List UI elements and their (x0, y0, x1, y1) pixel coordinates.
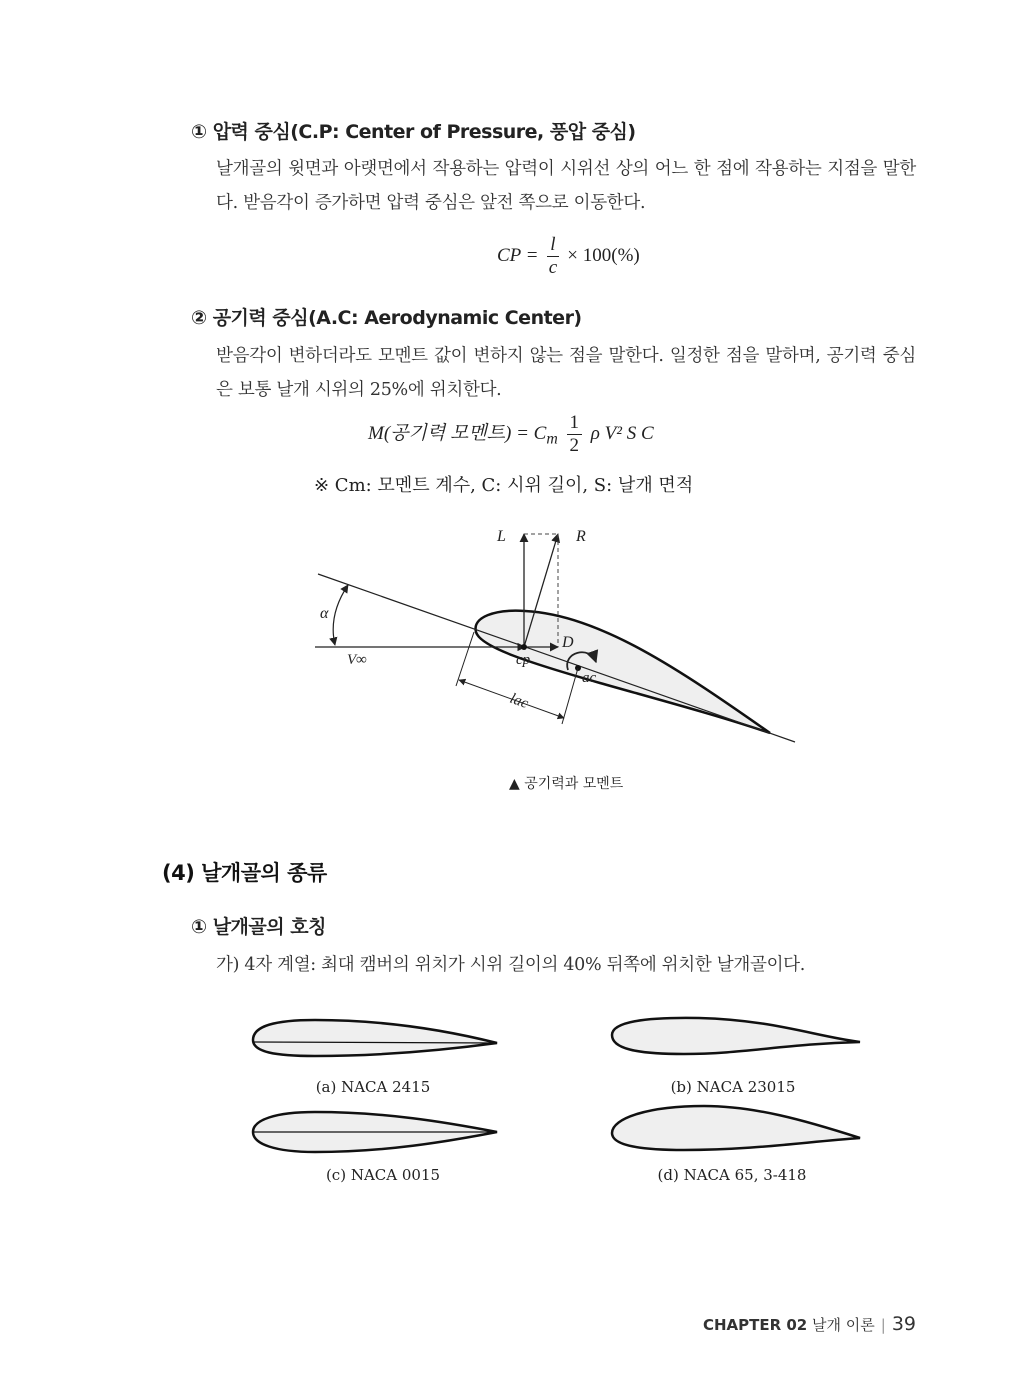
heading-airfoil-naming: ① 날개골의 호칭 (191, 916, 326, 938)
paragraph-center-of-pressure: 날개골의 윗면과 아랫면에서 작용하는 압력이 시위선 상의 어느 한 점에 작용하는 지점을 말한다. 받음각이 증가하면 압력 중심은 앞전 쪽으로 이동한다. (216, 159, 916, 213)
formula-note: ※ Cm: 모멘트 계수, C: 시위 길이, S: 날개 면적 (314, 475, 694, 496)
cp-point (521, 644, 527, 650)
formula-cp-fraction (547, 234, 558, 279)
airfoil-label-c: (c) NACA 0015 (325, 1166, 441, 1184)
label-cp: cp (516, 652, 531, 668)
lac-dim-right (562, 668, 578, 724)
airfoil-naca-23015 (604, 1010, 866, 1062)
footer-chapter: CHAPTER 02 (702, 1316, 808, 1334)
airfoil-naca-2415 (245, 1012, 505, 1064)
formula-moment-fraction (567, 412, 583, 457)
page-number: 39 (891, 1313, 916, 1335)
airfoil-shape (476, 611, 770, 733)
item-4-digit-series: 가) 4자 계열: 최대 캠버의 위치가 시위 길이의 40% 뒤쪽에 위치한 날개골이다. (216, 955, 806, 975)
heading-center-of-pressure: ① 압력 중심(C.P: Center of Pressure, 풍압 중심) (191, 121, 636, 143)
formula-moment-lhs: M(공기력 모멘트) = C (368, 422, 547, 444)
formula-moment-subscript: m (546, 430, 558, 448)
section-title-airfoil-types: (4) 날개골의 종류 (162, 861, 327, 885)
airfoil-label-b: (b) NACA 23015 (670, 1078, 796, 1096)
chord-line (318, 574, 795, 742)
formula-moment (368, 412, 654, 457)
paragraph-aerodynamic-center: 받음각이 변하더라도 모멘트 값이 변하지 않는 점을 말한다. 일정한 점을 말하며, 공기력 중심은 보통 날개 시위의 25%에 위치한다. (216, 346, 916, 400)
label-ac: ac (582, 670, 597, 686)
label-L: L (497, 528, 506, 545)
alpha-arc (333, 585, 348, 645)
label-v-infinity: V∞ (347, 652, 367, 668)
lift-moment-diagram (300, 520, 810, 750)
label-lac: lac (507, 690, 531, 713)
formula-cp-lhs: CP = (497, 244, 539, 266)
formula-cp-rhs: × 100(%) (567, 244, 640, 266)
formula-moment-numerator: 1 (567, 412, 583, 435)
heading-aerodynamic-center: ② 공기력 중심(A.C: Aerodynamic Center) (191, 307, 582, 329)
formula-cp-numerator: l (547, 234, 558, 257)
label-R: R (576, 528, 586, 545)
airfoil-label-d: (d) NACA 65, 3-418 (657, 1166, 807, 1184)
formula-cp (497, 234, 640, 279)
label-D: D (562, 634, 574, 651)
page-footer (703, 1313, 916, 1335)
lac-dim-left (456, 632, 474, 686)
footer-chapter-title: 날개 이론 (812, 1316, 875, 1334)
footer-separator: | (880, 1316, 886, 1334)
figure-caption-moment: ▲ 공기력과 모멘트 (509, 776, 624, 792)
formula-moment-rhs: ρ V² S C (590, 422, 654, 444)
formula-moment-denominator: 2 (569, 435, 580, 456)
airfoil-label-a: (a) NACA 2415 (315, 1078, 431, 1096)
airfoil-naca-0015 (245, 1106, 505, 1158)
label-alpha: α (320, 605, 329, 622)
formula-cp-denominator: c (548, 257, 558, 278)
airfoil-naca-65-3-418 (604, 1100, 866, 1156)
